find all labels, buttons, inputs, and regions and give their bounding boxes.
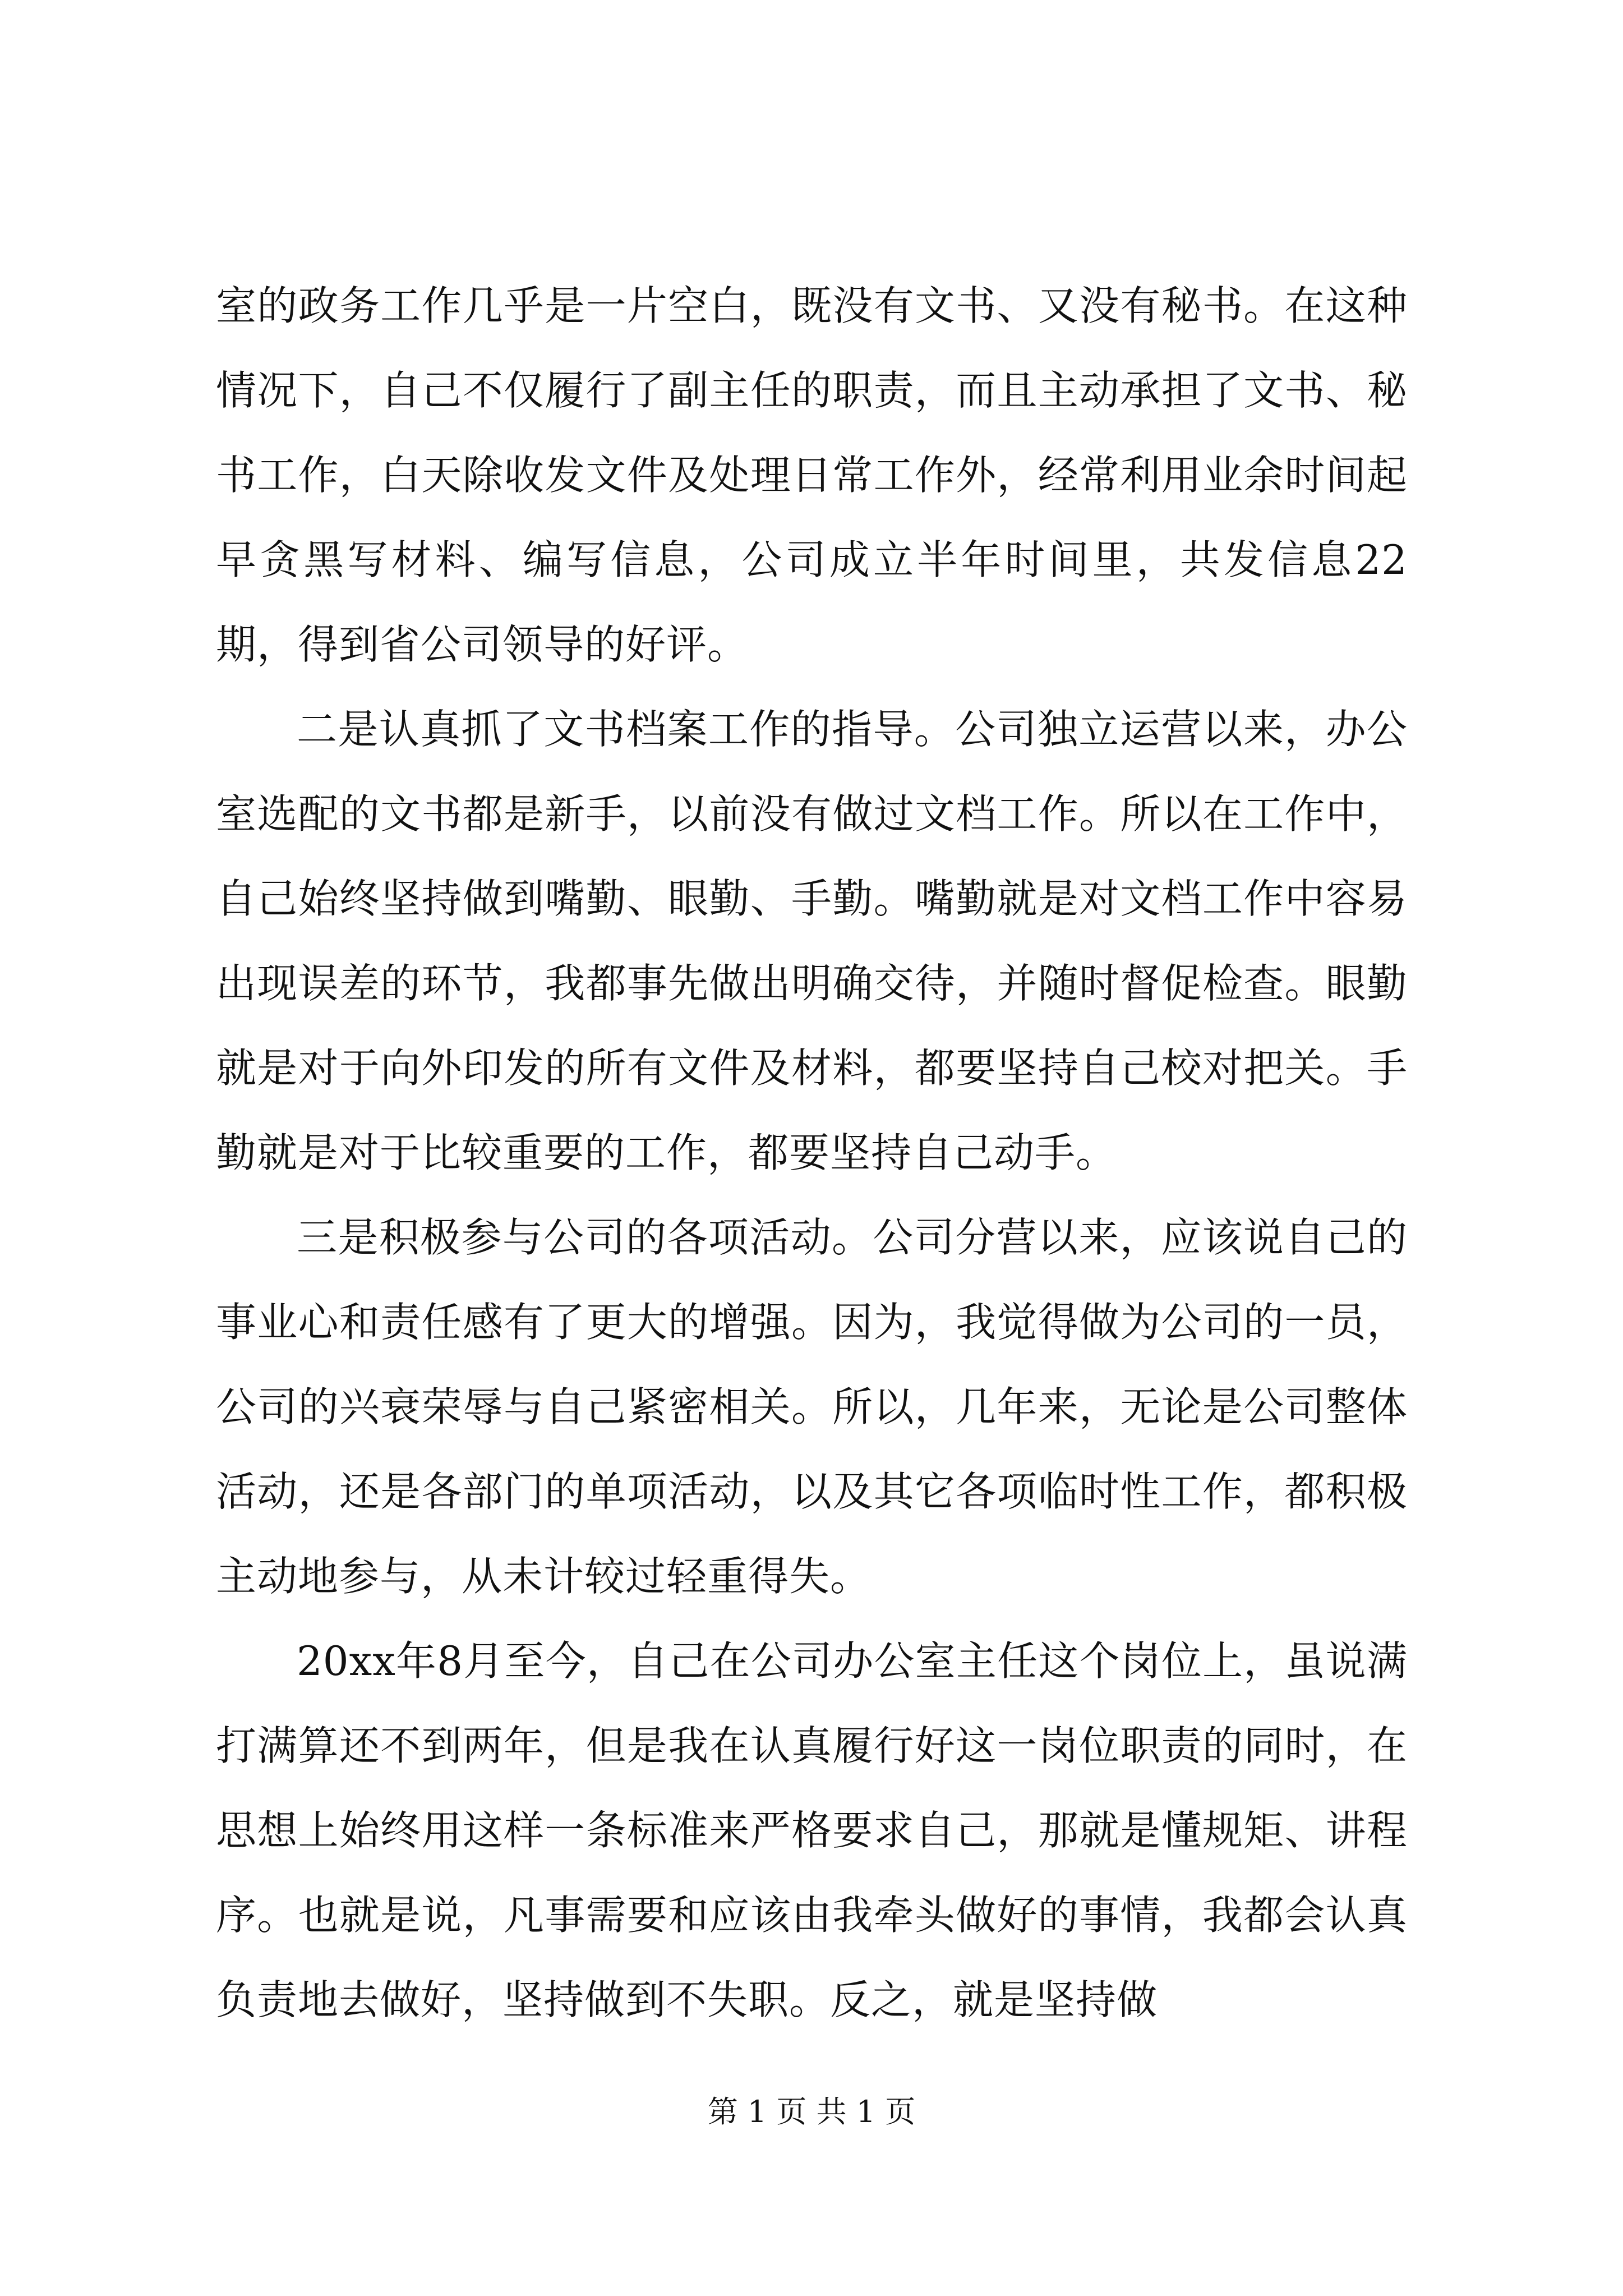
paragraph-2: 二是认真抓了文书档案工作的指导。公司独立运营以来，办公室选配的文书都是新手，以前没有做过文档工作。所以在工作中，自己始终坚持做到嘴勤、眼勤、手勤。嘴勤就是对文档工作中容易出现误差的环节，我都事先做出明确交待，并随时督促检查。眼勤就是对于向外印发的所有文件及材料，都要坚持自己校对把关。手勤就是对于比较重要的工作，都要坚持自己动手。: [216, 706, 1408, 1176]
paragraph-3: 三是积极参与公司的各项活动。公司分营以来，应该说自己的事业心和责任感有了更大的增强。因为，我觉得做为公司的一员，公司的兴衰荣辱与自己紧密相关。所以，几年来，无论是公司整体活动，还是各部门的单项活动，以及其它各项临时性工作，都积极主动地参与，从未计较过轻重得失。: [216, 1214, 1408, 1600]
paragraph-1: 室的政务工作几乎是一片空白，既没有文书、又没有秘书。在这种情况下，自己不仅履行了副主任的职责，而且主动承担了文书、秘书工作，白天除收发文件及处理日常工作外，经常利用业余时间起早贪黑写材料、编写信息，公司成立半年时间里，共发信息22期，得到省公司领导的好评。: [216, 282, 1408, 668]
page-footer: 第 1 页 共 1 页: [707, 2094, 916, 2129]
document-body: [216, 264, 1408, 2042]
paragraph-4: 20xx年8月至今，自己在公司办公室主任这个岗位上，虽说满打满算还不到两年，但是我在认真履行好这一岗位职责的同时，在思想上始终用这样一条标准来严格要求自己，那就是懂规矩、讲程序。也就是说，凡事需要和应该由我牵头做好的事情，我都会认真负责地去做好，坚持做到不失职。反之，就是坚持做: [216, 1637, 1408, 2023]
